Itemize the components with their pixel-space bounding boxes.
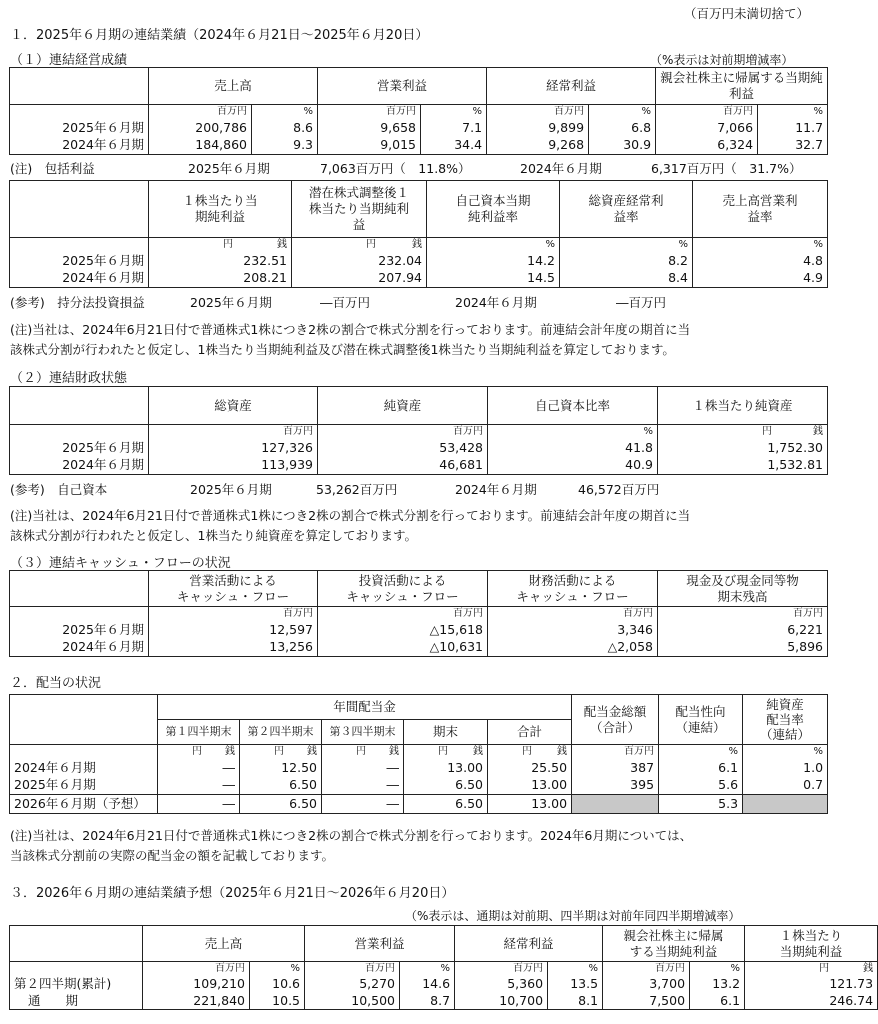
header-line: 配当金総額 — [583, 703, 647, 719]
unit-sen: 銭 — [307, 746, 317, 758]
cell: 3,346 — [488, 621, 658, 639]
header-sales: 売上高 — [143, 926, 305, 962]
cell: 12.50 — [240, 759, 322, 777]
unit-percent: % — [743, 745, 828, 759]
unit-blank — [10, 238, 149, 252]
cell: 8.1 — [548, 993, 603, 1010]
header-total-dividend — [572, 695, 659, 745]
equity-capital-label: (参考) 自己資本 — [10, 482, 108, 497]
cell: 10,700 — [455, 993, 548, 1010]
cell: 14.5 — [427, 270, 560, 288]
unit-blank — [10, 962, 143, 976]
table-row — [10, 270, 828, 288]
header-line: 営業活動による — [189, 572, 277, 588]
unit-million: 百万円 — [149, 425, 318, 439]
cell: 9,268 — [487, 137, 589, 155]
header-line: キャッシュ・フロー — [516, 588, 629, 604]
cell: ― — [322, 759, 404, 777]
cell: 14.2 — [427, 252, 560, 270]
header-blank — [10, 571, 149, 607]
equity-method-period1: 2025年６月期 — [190, 295, 272, 310]
cell: 13.00 — [404, 759, 488, 777]
cell: ― — [322, 777, 404, 795]
unit-million: 百万円 — [149, 607, 318, 621]
cell: 127,326 — [149, 439, 318, 457]
header-line: 当期純利益 — [779, 943, 843, 959]
cell: 113,939 — [149, 457, 318, 475]
dividends-table — [9, 694, 828, 814]
header-operating-profit: 営業利益 — [318, 68, 487, 105]
cell: 32.7 — [758, 137, 828, 155]
cell: 5.6 — [659, 777, 743, 795]
cell: 9,015 — [318, 137, 421, 155]
table-row — [10, 119, 828, 137]
dividend-note-2: 当該株式分割前の実際の配当金の額を記載しております。 — [10, 848, 335, 863]
equity-capital-period1: 2025年６月期 — [190, 482, 272, 497]
header-operating-cf — [149, 571, 318, 607]
cell: 14.6 — [400, 976, 455, 993]
cell: 109,210 — [143, 976, 250, 993]
cell: ― — [322, 795, 404, 814]
cell: 6.50 — [240, 777, 322, 795]
cell: 6,324 — [656, 137, 758, 155]
cell: 6.50 — [240, 795, 322, 814]
unit-percent: % — [690, 962, 745, 976]
table-row — [10, 439, 828, 457]
header-line: キャッシュ・フロー — [346, 588, 459, 604]
unit-percent: % — [427, 238, 560, 252]
unit-million: 百万円 — [143, 962, 250, 976]
cell: 40.9 — [488, 457, 658, 475]
section-heading-forecast: ３．2026年６月期の連結業績予想（2025年６月21日～2026年６月20日） — [10, 886, 455, 901]
table-row — [10, 777, 828, 795]
header-sales: 売上高 — [149, 68, 318, 105]
header-eps: １株当たり当期純利益 — [149, 181, 292, 238]
cell: 0.7 — [743, 777, 828, 795]
header-blank — [10, 926, 143, 962]
unit-million: 百万円 — [658, 607, 828, 621]
header-payout-ratio — [659, 695, 743, 745]
cell: 13.5 — [548, 976, 603, 993]
unit-million: 百万円 — [487, 105, 589, 119]
header-line: 投資活動による — [358, 572, 447, 588]
cell: ― — [158, 795, 240, 814]
header-line: 配当率 — [766, 712, 804, 727]
unit-blank — [10, 745, 158, 759]
row-label: 2025年６月期 — [10, 252, 149, 270]
cell-shaded — [572, 795, 659, 814]
cell: 1,532.81 — [658, 457, 828, 475]
unit-percent: % — [659, 745, 743, 759]
unit-yen: 円 — [356, 746, 366, 758]
cell: 6.1 — [690, 993, 745, 1010]
cell: 7.1 — [421, 119, 487, 137]
header-q3: 第３四半期末 — [322, 720, 404, 745]
unit-million: 百万円 — [656, 105, 758, 119]
cell: 12,597 — [149, 621, 318, 639]
cell: 7,500 — [603, 993, 690, 1010]
cell: 6.1 — [659, 759, 743, 777]
unit-yen: 円 — [819, 963, 830, 975]
unit-million: 百万円 — [305, 962, 400, 976]
row-label: 2026年６月期（予想） — [10, 795, 158, 814]
header-ordinary-profit: 経常利益 — [487, 68, 656, 105]
equity-method-label: (参考) 持分法投資損益 — [10, 295, 145, 310]
header-blank — [10, 387, 149, 425]
cell: 184,860 — [149, 137, 252, 155]
unit-percent: % — [421, 105, 487, 119]
table-row — [10, 795, 828, 814]
comprehensive-income-value2: 6,317百万円（ 31.7%） — [651, 161, 802, 176]
cell: 1.0 — [743, 759, 828, 777]
unit-sen: 銭 — [863, 963, 874, 975]
stock-split-note-1: (注)当社は、2024年6月21日付で普通株式1株につき2株の割合で株式分割を行っております。前連結会計年度の期首に当 — [10, 322, 691, 337]
unit-million: 百万円 — [572, 745, 659, 759]
equity-capital-value1: 53,262百万円 — [316, 482, 398, 497]
cell: 7,066 — [656, 119, 758, 137]
header-line: 親会社株主に帰属 — [623, 927, 724, 943]
unit-sen: 銭 — [473, 746, 483, 758]
equity-capital-period2: 2024年６月期 — [455, 482, 537, 497]
table-row — [10, 759, 828, 777]
header-operating-profit: 営業利益 — [305, 926, 455, 962]
section-heading-results: １．2025年６月期の連結業績（2024年６月21日～2025年６月20日） — [10, 28, 429, 43]
row-label: 2024年６月期 — [10, 639, 149, 657]
cell: 395 — [572, 777, 659, 795]
unit-percent: % — [693, 238, 828, 252]
unit-yen: 円 — [223, 239, 233, 251]
cell: 8.6 — [252, 119, 318, 137]
unit-yen: 円 — [274, 746, 284, 758]
header-roe: 自己資本当期純利益率 — [427, 181, 560, 238]
row-label: 2025年６月期 — [10, 621, 149, 639]
header-line: する当期純利益 — [629, 943, 718, 959]
header-annual-dividend: 年間配当金 — [158, 695, 572, 720]
cell: 1,752.30 — [658, 439, 828, 457]
header-equity-ratio: 自己資本比率 — [488, 387, 658, 425]
cell: 46,681 — [318, 457, 488, 475]
unit-yen: 円 — [438, 746, 448, 758]
stock-split-note-2b: 該株式分割が行われたと仮定し、1株当たり純資産を算定しております。 — [10, 528, 417, 543]
unit-sen: 銭 — [225, 746, 235, 758]
subsection-title-cash-flows: （３）連結キャッシュ・フローの状況 — [10, 556, 231, 571]
equity-method-period2: 2024年６月期 — [455, 295, 537, 310]
table-row — [10, 457, 828, 475]
cell: 246.74 — [745, 993, 878, 1010]
header-diluted-eps: 潜在株式調整後１株当たり当期純利益 — [292, 181, 427, 238]
header-operating-margin: 売上高営業利益率 — [693, 181, 828, 238]
row-label: 第２四半期(累計) — [10, 976, 143, 993]
percent-note: （%表示は対前期増減率） — [650, 53, 794, 67]
cell: 232.04 — [292, 252, 427, 270]
unit-sen: 銭 — [277, 239, 287, 251]
header-cash-balance — [658, 571, 828, 607]
cell: 41.8 — [488, 439, 658, 457]
header-financing-cf — [488, 571, 658, 607]
unit-million: 百万円 — [318, 105, 421, 119]
cell: 3,700 — [603, 976, 690, 993]
header-line: 財務活動による — [528, 572, 617, 588]
header-line: 期末残高 — [717, 588, 768, 604]
cell: 208.21 — [149, 270, 292, 288]
cell: 4.9 — [693, 270, 828, 288]
header-blank — [10, 695, 158, 745]
cell: 121.73 — [745, 976, 878, 993]
table-row — [10, 252, 828, 270]
cell: 5,270 — [305, 976, 400, 993]
per-share-table — [9, 180, 828, 288]
header-doe — [743, 695, 828, 745]
unit-million: 百万円 — [488, 607, 658, 621]
comprehensive-income-period2: 2024年６月期 — [520, 161, 602, 176]
unit-blank — [10, 105, 149, 119]
header-line: （合計） — [590, 719, 641, 735]
cell: ― — [158, 759, 240, 777]
cell: 6.50 — [404, 777, 488, 795]
row-label: 2025年６月期 — [10, 777, 158, 795]
header-net-profit: 親会社株主に帰属する当期純利益 — [656, 68, 828, 105]
unit-percent: % — [589, 105, 656, 119]
header-line: （連結） — [675, 719, 726, 735]
equity-method-value1: ―百万円 — [320, 295, 371, 310]
cell: 10.6 — [250, 976, 305, 993]
row-label: 2024年６月期 — [10, 137, 149, 155]
header-blank — [10, 68, 149, 105]
cash-flow-table — [9, 570, 828, 657]
row-label: 2025年６月期 — [10, 119, 149, 137]
unit-million: 百万円 — [318, 607, 488, 621]
table-row — [10, 976, 878, 993]
unit-percent: % — [252, 105, 318, 119]
unit-sen: 銭 — [813, 426, 823, 438]
unit-million: 百万円 — [455, 962, 548, 976]
cell: 6.8 — [589, 119, 656, 137]
header-line: 純資産 — [766, 697, 804, 712]
cell: 10,500 — [305, 993, 400, 1010]
table-row — [10, 993, 878, 1010]
unit-yen: 円 — [366, 239, 376, 251]
cell: 13.00 — [488, 777, 572, 795]
cell: 25.50 — [488, 759, 572, 777]
unit-percent: % — [758, 105, 828, 119]
unit-sen: 銭 — [557, 746, 568, 758]
cell: 10.5 — [250, 993, 305, 1010]
row-label: 2024年６月期 — [10, 759, 158, 777]
cell: 53,428 — [318, 439, 488, 457]
operating-results-table — [9, 67, 828, 155]
forecast-table — [9, 925, 878, 1010]
unit-percent: % — [400, 962, 455, 976]
header-eps — [745, 926, 878, 962]
unit-sen: 銭 — [412, 239, 422, 251]
header-net-assets: 純資産 — [318, 387, 488, 425]
cell: △10,631 — [318, 639, 488, 657]
unit-yen: 円 — [762, 426, 772, 438]
row-label: 2025年６月期 — [10, 439, 149, 457]
cell: △2,058 — [488, 639, 658, 657]
cell: 5.3 — [659, 795, 743, 814]
cell: 34.4 — [421, 137, 487, 155]
unit-million: 百万円 — [318, 425, 488, 439]
subsection-title-financial-position: （２）連結財政状態 — [10, 371, 128, 386]
cell: 8.4 — [560, 270, 693, 288]
unit-million: 百万円 — [149, 105, 252, 119]
header-net-profit — [603, 926, 745, 962]
header-line: （連結） — [760, 727, 811, 742]
header-bps: １株当たり純資産 — [658, 387, 828, 425]
header-line: １株当たり — [779, 927, 843, 943]
cell: 13,256 — [149, 639, 318, 657]
cell: 11.7 — [758, 119, 828, 137]
table-row — [10, 639, 828, 657]
header-year-end: 期末 — [404, 720, 488, 745]
header-investing-cf — [318, 571, 488, 607]
table-row — [10, 137, 828, 155]
unit-note: （百万円未満切捨て） — [684, 6, 810, 21]
header-blank — [10, 181, 149, 238]
cell: 13.2 — [690, 976, 745, 993]
cell: 9,658 — [318, 119, 421, 137]
cell: 5,360 — [455, 976, 548, 993]
cell: 387 — [572, 759, 659, 777]
cell: 8.7 — [400, 993, 455, 1010]
comprehensive-income-value1: 7,063百万円（ 11.8%） — [320, 161, 471, 176]
header-line: キャッシュ・フロー — [176, 588, 290, 604]
header-roa: 総資産経常利益率 — [560, 181, 693, 238]
cell: 232.51 — [149, 252, 292, 270]
row-label: 2024年６月期 — [10, 270, 149, 288]
cell: 207.94 — [292, 270, 427, 288]
subsection-title-operating-results: （１）連結経営成績 — [10, 53, 128, 68]
cell: 4.8 — [693, 252, 828, 270]
cell: 5,896 — [658, 639, 828, 657]
cell: 221,840 — [143, 993, 250, 1010]
header-total: 合計 — [488, 720, 572, 745]
header-q1: 第１四半期末 — [158, 720, 240, 745]
cell: 13.00 — [488, 795, 572, 814]
unit-yen: 円 — [522, 746, 532, 758]
stock-split-note-1b: 該株式分割が行われたと仮定し、1株当たり当期純利益及び潜在株式調整後1株当たり当期純利益を算定しております。 — [10, 342, 675, 357]
equity-method-value2: ―百万円 — [616, 295, 667, 310]
unit-percent: % — [250, 962, 305, 976]
unit-million: 百万円 — [603, 962, 690, 976]
cell: △15,618 — [318, 621, 488, 639]
comprehensive-income-label: (注) 包括利益 — [10, 161, 95, 176]
unit-percent: % — [488, 425, 658, 439]
header-q2: 第２四半期末 — [240, 720, 322, 745]
equity-capital-value2: 46,572百万円 — [578, 482, 660, 497]
comprehensive-income-period1: 2025年６月期 — [188, 161, 270, 176]
cell: 6,221 — [658, 621, 828, 639]
forecast-percent-note: （%表示は、通期は対前期、四半期は対前年同四半期増減率） — [405, 909, 741, 923]
header-ordinary-profit: 経常利益 — [455, 926, 603, 962]
cell: 9.3 — [252, 137, 318, 155]
stock-split-note-2: (注)当社は、2024年6月21日付で普通株式1株につき2株の割合で株式分割を行っております。前連結会計年度の期首に当 — [10, 508, 691, 523]
cell: 30.9 — [589, 137, 656, 155]
unit-percent: % — [548, 962, 603, 976]
cell: 6.50 — [404, 795, 488, 814]
unit-yen: 円 — [192, 746, 202, 758]
header-line: 現金及び現金同等物 — [686, 572, 799, 588]
header-total-assets: 総資産 — [149, 387, 318, 425]
financial-position-table — [9, 386, 828, 475]
unit-sen: 銭 — [389, 746, 399, 758]
table-row — [10, 621, 828, 639]
section-heading-dividends: ２．配当の状況 — [10, 676, 102, 691]
cell-shaded — [743, 795, 828, 814]
row-label: 2024年６月期 — [10, 457, 149, 475]
unit-blank — [10, 607, 149, 621]
header-line: 配当性向 — [675, 703, 726, 719]
dividend-note-1: (注)当社は、2024年6月21日付で普通株式1株につき2株の割合で株式分割を行っております。2024年6月期については、 — [10, 828, 693, 843]
cell: 200,786 — [149, 119, 252, 137]
unit-percent: % — [560, 238, 693, 252]
cell: ― — [158, 777, 240, 795]
row-label: 通 期 — [10, 993, 143, 1010]
cell: 8.2 — [560, 252, 693, 270]
unit-blank — [10, 425, 149, 439]
cell: 9,899 — [487, 119, 589, 137]
